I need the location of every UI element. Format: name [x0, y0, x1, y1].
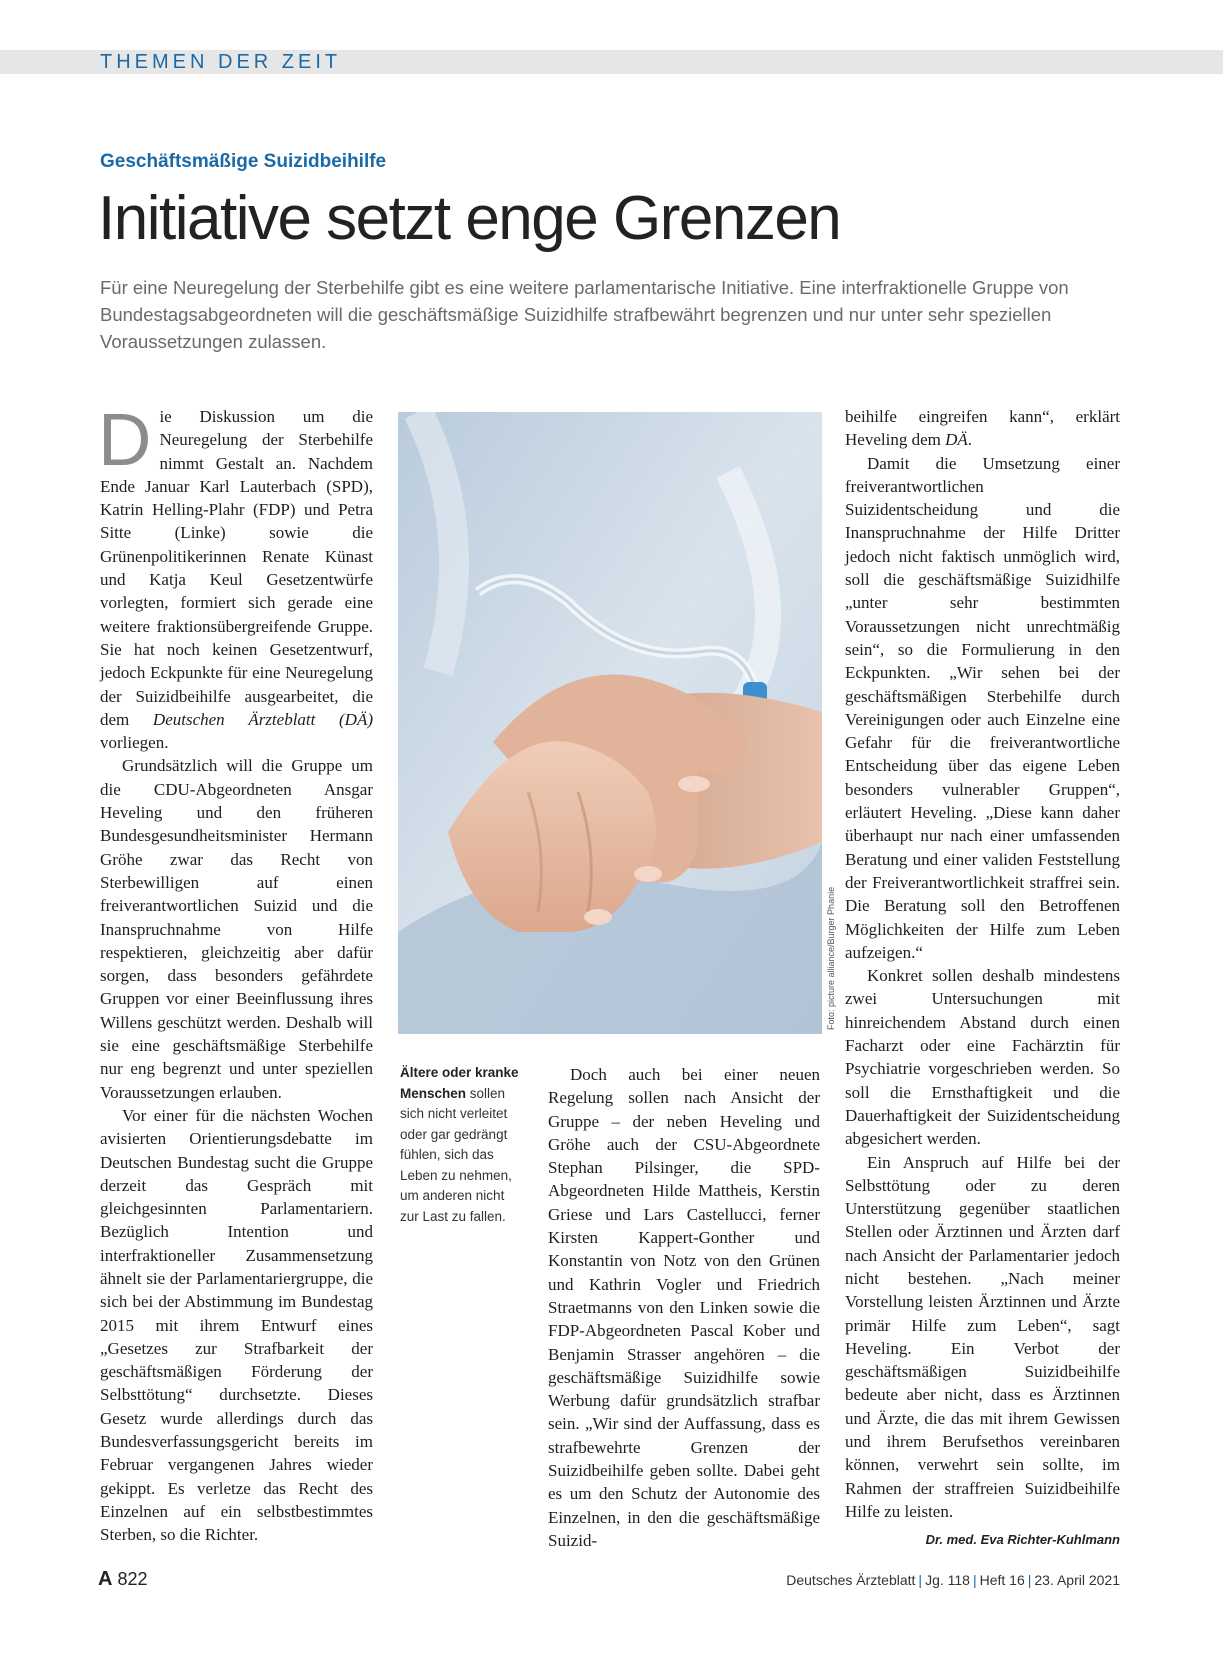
issue-date: 23. April 2021: [1034, 1572, 1120, 1588]
volume: Jg. 118: [925, 1572, 970, 1588]
issue: Heft 16: [979, 1572, 1025, 1588]
article-photo: [398, 412, 822, 1034]
author-byline: Dr. med. Eva Richter-Kuhlmann: [925, 1532, 1120, 1547]
paragraph: Ein Anspruch auf Hilfe bei der Selbsttötung oder zu deren Unterstützung gegenüber staatlichen Stellen oder Ärztinnen und Ärzten darf nach Ansicht der Parlamentarier jedoch nicht bestehen. „Nach meiner Vorstellung leisten Ärztinnen und Ärzte primär Hilfe zum Leben“, sagt Heveling. Ein Verbot der geschäftsmäßigen Suizidbeihilfe bedeute aber nicht, dass es Ärztinnen und Ärzte, die das mit ihrem Gewissen und ihrem Berufsethos vereinbaren können, verwehrt sein sollte, im Rahmen der straffreien Suizidbeihilfe Hilfe zu leisten.: [845, 1152, 1120, 1521]
paragraph: Damit die Umsetzung einer freiverantwortlichen Suizidentscheidung und die Inanspruchnahme der Hilfe Dritter jedoch nicht faktisch unmöglich wird, soll die geschäftsmäßige Suizidhilfe „unter sehr bestimmten Voraussetzungen nicht unrechtmäßig sein“, so die Formulierung in den Eckpunkten. „Wir sehen bei der geschäftsmäßigen Sterbehilfe durch Vereinigungen oder auch Einzelne eine Gefahr für die freiverantwortliche Entscheidung über das eigene Leben besonders vulnerabler Gruppen“, erläutert Heveling. „Diese kann daher überhaupt nur nach einer umfassenden Beratung und einer validen Feststellung der Freiverantwortlichkeit straffrei sein. Die Beratung soll den Betroffenen Möglichkeiten der Hilfe zum Leben aufzeigen.“: [845, 453, 1120, 962]
article-column-3: [845, 405, 1120, 1523]
paragraph: Doch auch bei einer neuen Regelung sollen nach Ansicht der Gruppe – der neben Heveling und Gröhe auch der CSU-Abgeordnete Stephan Pilsinger, die SPD-Abgeordneten Hilde Mattheis, Kerstin Griese und Lars Castellucci, ferner Kirsten Kappert-Gonther und Konstantin von Notz von den Grünen und Kathrin Vogler und Friedrich Straetmanns von den Linken sowie die FDP-Abgeordneten Pascal Kober und Benjamin Strasser angehören – die geschäftsmäßige Suizidhilfe sowie Werbung dafür grundsätzlich strafbar sein. „Wir sind der Auffassung, dass es strafbewehrte Grenzen der Suizidbeihilfe geben sollte. Dabei geht es um den Schutz der Autonomie des Einzelnen, in den die geschäftsmäßige Suizid-: [548, 1065, 820, 1550]
article-column-2: [548, 1063, 820, 1552]
publication-info: Deutsches Ärzteblatt | Jg. 118 | Heft 16 | 23. April 2021: [786, 1572, 1120, 1588]
article-kicker: Geschäftsmäßige Suizidbeihilfe: [100, 151, 387, 172]
page-number: A 822: [98, 1568, 148, 1590]
paragraph: Konkret sollen deshalb mindestens zwei Untersuchungen mit hinreichendem Abstand durch einen Facharzt oder eine Fachärztin für Psychiatrie vorgeschrieben werden. So soll die Ernsthaftigkeit und die Dauerhaftigkeit der Suizidentscheidung abgesichert werden.: [845, 966, 1120, 1149]
paragraph: Vor einer für die nächsten Wochen avisierten Orientierungsdebatte im Deutschen Bundestag sucht die Gruppe derzeit das Gespräch mit gleichgesinnten Parlamentariern. Bezüglich Intention und interfraktioneller Zusammensetzung ähnelt sie der Parlamentariergruppe, die sich bei der Abstimmung im Bundestag 2015 mit ihrem Entwurf eines „Gesetzes zur Strafbarkeit der geschäftsmäßigen Förderung der Selbsttötung“ durchsetzte. Dieses Gesetz wurde allerdings durch das Bundesverfassungsgericht bereits im Februar vergangenen Jahres wieder gekippt. Es verletze das Recht des Einzelnen auf ein selbstbestimmtes Sterben, so die Richter.: [100, 1105, 373, 1545]
article-lead: Für eine Neuregelung der Sterbehilfe gibt es eine weitere parlamentarische Initiative. Eine interfraktionelle Gruppe von Bundestagsabgeordneten will die geschäftsmäßige Suizidhilfe strafbewährt begrenzen und nur unter sehr speziellen Voraussetzungen zulassen.: [100, 277, 1069, 352]
paragraph: Die Diskussion um die Neuregelung der Sterbehilfe nimmt Gestalt an. Nachdem Ende Januar Karl Lauterbach (SPD), Katrin Helling-Plahr (FDP) und Petra Sitte (Linke) sowie die Grünenpolitikerinnen Renate Künast und Katja Keul Gesetzentwürfe vorlegten, formiert sich gerade eine weitere fraktionsübergreifende Gruppe. Sie hat noch keinen Gesetzentwurf, jedoch Eckpunkte für eine Neuregelung der Suizidbeihilfe ausgearbeitet, die dem Deutschen Ärzteblatt (DÄ) vorliegen.: [98, 398, 373, 753]
article-column-1: [98, 398, 373, 1547]
drop-cap: D: [98, 398, 152, 481]
paragraph: beihilfe eingreifen kann“, erklärt Heveling dem DÄ.: [845, 407, 1120, 450]
section-title: THEMEN DER ZEIT: [100, 51, 342, 73]
photo-caption: Ältere oder kranke Menschen sollen sich nicht verleitet oder gar gedrängt fühlen, sich das Leben zu nehmen, um anderen nicht zur Last zu fallen.: [400, 1065, 519, 1224]
paragraph: Grundsätzlich will die Gruppe um die CDU-Abgeordneten Ansgar Heveling und den früheren Bundesgesundheitsminister Hermann Gröhe zwar das Recht von Sterbewilligen auf einen freiverantwortlichen Suizid und die Inanspruchnahme von Hilfe respektieren, gleichzeitig aber dafür sorgen, dass besonders gefährdete Gruppen vor einer Beeinflussung ihres Willens geschützt werden. Deshalb will sie eine geschäftsmäßige Sterbehilfe nur eng begrenzt und unter speziellen Voraussetzungen erlauben.: [100, 756, 373, 1102]
photo-credit: Foto: picture alliance/Burger Phanie: [826, 886, 836, 1030]
article-title: Initiative setzt enge Grenzen: [98, 184, 841, 253]
journal-name: Deutsches Ärzteblatt: [786, 1572, 916, 1588]
